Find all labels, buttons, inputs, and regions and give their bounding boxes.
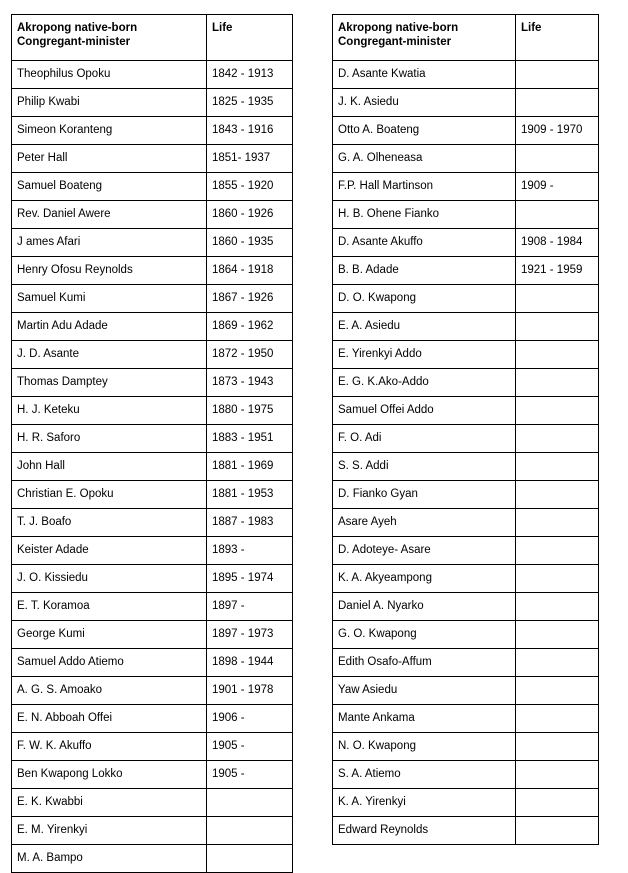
minister-name-cell: F. W. K. Akuffo <box>12 733 207 761</box>
table-row <box>333 257 599 285</box>
table-row <box>12 117 293 145</box>
minister-name-cell: J ames Afari <box>12 229 207 257</box>
minister-life-cell <box>516 201 599 229</box>
minister-life-cell <box>516 593 599 621</box>
minister-name-cell: Thomas Damptey <box>12 369 207 397</box>
minister-name-cell: Peter Hall <box>12 145 207 173</box>
minister-name-cell: D. Fianko Gyan <box>333 481 516 509</box>
table-row <box>333 649 599 677</box>
minister-name-cell: A. G. S. Amoako <box>12 677 207 705</box>
table-row <box>12 229 293 257</box>
minister-name-cell: Rev. Daniel Awere <box>12 201 207 229</box>
table-row <box>12 761 293 789</box>
minister-life-cell <box>516 397 599 425</box>
minister-name-cell: J. K. Asiedu <box>333 89 516 117</box>
minister-name-cell: F.P. Hall Martinson <box>333 173 516 201</box>
minister-name-cell: E. Yirenkyi Addo <box>333 341 516 369</box>
minister-name-cell: T. J. Boafo <box>12 509 207 537</box>
minister-life-cell <box>516 677 599 705</box>
minister-name-cell: Otto A. Boateng <box>333 117 516 145</box>
minister-life-cell: 1860 - 1926 <box>207 201 293 229</box>
table-row <box>12 845 293 873</box>
minister-name-cell: Mante Ankama <box>333 705 516 733</box>
minister-life-cell <box>516 61 599 89</box>
minister-life-cell <box>516 649 599 677</box>
minister-life-cell: 1897 - 1973 <box>207 621 293 649</box>
table-row <box>12 509 293 537</box>
table-row <box>333 369 599 397</box>
minister-name-cell: H. J. Keteku <box>12 397 207 425</box>
minister-life-cell <box>516 89 599 117</box>
table-row <box>12 257 293 285</box>
header-name-line1: Akropong native-born <box>17 22 138 34</box>
minister-name-cell: S. A. Atiemo <box>333 761 516 789</box>
minister-name-cell: Simeon Koranteng <box>12 117 207 145</box>
minister-name-cell: M. A. Bampo <box>12 845 207 873</box>
table-row <box>333 61 599 89</box>
table-row <box>12 677 293 705</box>
minister-life-cell: 1867 - 1926 <box>207 285 293 313</box>
table-row <box>12 89 293 117</box>
minister-life-cell <box>516 313 599 341</box>
minister-life-cell <box>207 789 293 817</box>
minister-name-cell: E. T. Koramoa <box>12 593 207 621</box>
minister-name-cell: H. R. Saforo <box>12 425 207 453</box>
table-header-left <box>12 15 293 61</box>
minister-name-cell: J. D. Asante <box>12 341 207 369</box>
table-row <box>333 789 599 817</box>
minister-life-cell <box>516 537 599 565</box>
right-table-container <box>332 14 598 845</box>
table-row <box>333 705 599 733</box>
table-row <box>12 341 293 369</box>
minister-life-cell <box>516 369 599 397</box>
minister-name-cell: K. A. Akyeampong <box>333 565 516 593</box>
table-row <box>12 705 293 733</box>
minister-name-cell: D. Asante Akuffo <box>333 229 516 257</box>
minister-life-cell <box>516 145 599 173</box>
minister-name-cell: S. S. Addi <box>333 453 516 481</box>
table-row <box>333 621 599 649</box>
table-row <box>333 201 599 229</box>
minister-life-cell: 1893 - <box>207 537 293 565</box>
minister-life-cell: 1855 - 1920 <box>207 173 293 201</box>
header-row <box>12 15 293 61</box>
table-row <box>12 481 293 509</box>
table-row <box>12 61 293 89</box>
minister-name-cell: N. O. Kwapong <box>333 733 516 761</box>
minister-life-cell: 1895 - 1974 <box>207 565 293 593</box>
minister-life-cell: 1825 - 1935 <box>207 89 293 117</box>
minister-name-cell: Edward Reynolds <box>333 817 516 845</box>
table-row <box>333 117 599 145</box>
minister-life-cell: 1883 - 1951 <box>207 425 293 453</box>
table-row <box>12 733 293 761</box>
minister-life-cell <box>516 733 599 761</box>
minister-name-cell: Samuel Boateng <box>12 173 207 201</box>
table-row <box>333 453 599 481</box>
minister-name-cell: E. A. Asiedu <box>333 313 516 341</box>
minister-name-cell: D. Asante Kwatia <box>333 61 516 89</box>
minister-name-cell: George Kumi <box>12 621 207 649</box>
minister-life-cell: 1887 - 1983 <box>207 509 293 537</box>
minister-life-cell <box>516 425 599 453</box>
left-table-container <box>11 14 292 873</box>
table-row <box>333 509 599 537</box>
minister-life-cell: 1873 - 1943 <box>207 369 293 397</box>
minister-life-cell: 1881 - 1969 <box>207 453 293 481</box>
table-row <box>333 173 599 201</box>
table-body-right <box>333 61 599 845</box>
minister-name-cell: B. B. Adade <box>333 257 516 285</box>
minister-name-cell: K. A. Yirenkyi <box>333 789 516 817</box>
minister-life-cell <box>516 341 599 369</box>
minister-name-cell: E. G. K.Ako-Addo <box>333 369 516 397</box>
minister-name-cell: Martin Adu Adade <box>12 313 207 341</box>
table-row <box>333 593 599 621</box>
table-row <box>333 341 599 369</box>
header-name-line1: Akropong native-born <box>338 22 459 34</box>
minister-life-cell <box>516 789 599 817</box>
table-row <box>12 537 293 565</box>
minister-life-cell <box>516 565 599 593</box>
table-row <box>333 285 599 313</box>
ministers-table-right <box>332 14 599 845</box>
table-row <box>12 425 293 453</box>
table-row <box>333 817 599 845</box>
table-row <box>12 593 293 621</box>
minister-life-cell: 1872 - 1950 <box>207 341 293 369</box>
minister-life-cell: 1864 - 1918 <box>207 257 293 285</box>
table-row <box>333 425 599 453</box>
minister-name-cell: Yaw Asiedu <box>333 677 516 705</box>
minister-name-cell: H. B. Ohene Fianko <box>333 201 516 229</box>
table-body-left <box>12 61 293 873</box>
minister-life-cell <box>207 817 293 845</box>
minister-name-cell: John Hall <box>12 453 207 481</box>
table-header-right <box>333 15 599 61</box>
minister-life-cell <box>516 705 599 733</box>
table-row <box>12 201 293 229</box>
table-row <box>12 145 293 173</box>
ministers-table-left <box>11 14 293 873</box>
table-row <box>12 565 293 593</box>
minister-life-cell <box>516 509 599 537</box>
header-name <box>12 15 207 61</box>
minister-life-cell: 1909 - 1970 <box>516 117 599 145</box>
minister-life-cell: 1908 - 1984 <box>516 229 599 257</box>
minister-life-cell: 1909 - <box>516 173 599 201</box>
minister-life-cell <box>516 453 599 481</box>
minister-name-cell: G. O. Kwapong <box>333 621 516 649</box>
minister-life-cell: 1842 - 1913 <box>207 61 293 89</box>
minister-life-cell: 1860 - 1935 <box>207 229 293 257</box>
minister-life-cell: 1869 - 1962 <box>207 313 293 341</box>
table-row <box>333 229 599 257</box>
minister-life-cell <box>516 761 599 789</box>
minister-name-cell: Asare Ayeh <box>333 509 516 537</box>
minister-life-cell <box>516 817 599 845</box>
minister-name-cell: D. Adoteye- Asare <box>333 537 516 565</box>
minister-life-cell: 1898 - 1944 <box>207 649 293 677</box>
minister-name-cell: J. O. Kissiedu <box>12 565 207 593</box>
table-row <box>333 733 599 761</box>
table-row <box>12 313 293 341</box>
table-row <box>12 369 293 397</box>
table-row <box>12 453 293 481</box>
minister-name-cell: Samuel Addo Atiemo <box>12 649 207 677</box>
minister-life-cell: 1851- 1937 <box>207 145 293 173</box>
minister-name-cell: Henry Ofosu Reynolds <box>12 257 207 285</box>
minister-name-cell: Christian E. Opoku <box>12 481 207 509</box>
table-row <box>333 761 599 789</box>
minister-name-cell: Daniel A. Nyarko <box>333 593 516 621</box>
table-row <box>12 817 293 845</box>
minister-name-cell: Keister Adade <box>12 537 207 565</box>
minister-life-cell <box>516 285 599 313</box>
table-row <box>333 565 599 593</box>
minister-name-cell: Edith Osafo-Affum <box>333 649 516 677</box>
minister-name-cell: E. N. Abboah Offei <box>12 705 207 733</box>
table-row <box>12 173 293 201</box>
minister-name-cell: Ben Kwapong Lokko <box>12 761 207 789</box>
table-row <box>12 397 293 425</box>
minister-life-cell <box>516 481 599 509</box>
minister-life-cell <box>516 621 599 649</box>
table-row <box>12 285 293 313</box>
minister-name-cell: Samuel Offei Addo <box>333 397 516 425</box>
header-name-line2: Congregant-minister <box>17 36 131 49</box>
minister-life-cell: 1906 - <box>207 705 293 733</box>
minister-name-cell: Theophilus Opoku <box>12 61 207 89</box>
header-life: Life <box>516 15 599 61</box>
minister-life-cell: 1921 - 1959 <box>516 257 599 285</box>
minister-life-cell: 1881 - 1953 <box>207 481 293 509</box>
table-row <box>333 397 599 425</box>
table-row <box>12 621 293 649</box>
table-row <box>333 677 599 705</box>
minister-life-cell: 1897 - <box>207 593 293 621</box>
minister-name-cell: D. O. Kwapong <box>333 285 516 313</box>
table-row <box>12 649 293 677</box>
header-name <box>333 15 516 61</box>
table-row <box>333 89 599 117</box>
table-row <box>333 481 599 509</box>
minister-name-cell: E. M. Yirenkyi <box>12 817 207 845</box>
minister-life-cell <box>207 845 293 873</box>
minister-life-cell: 1905 - <box>207 761 293 789</box>
table-row <box>12 789 293 817</box>
header-name-line2: Congregant-minister <box>338 36 452 49</box>
minister-life-cell: 1843 - 1916 <box>207 117 293 145</box>
minister-name-cell: Philip Kwabi <box>12 89 207 117</box>
minister-name-cell: F. O. Adi <box>333 425 516 453</box>
header-row <box>333 15 599 61</box>
minister-life-cell: 1905 - <box>207 733 293 761</box>
minister-life-cell: 1901 - 1978 <box>207 677 293 705</box>
minister-life-cell: 1880 - 1975 <box>207 397 293 425</box>
header-life: Life <box>207 15 293 61</box>
minister-name-cell: Samuel Kumi <box>12 285 207 313</box>
table-row <box>333 537 599 565</box>
minister-name-cell: E. K. Kwabbi <box>12 789 207 817</box>
table-row <box>333 313 599 341</box>
table-row <box>333 145 599 173</box>
minister-name-cell: G. A. Olheneasa <box>333 145 516 173</box>
